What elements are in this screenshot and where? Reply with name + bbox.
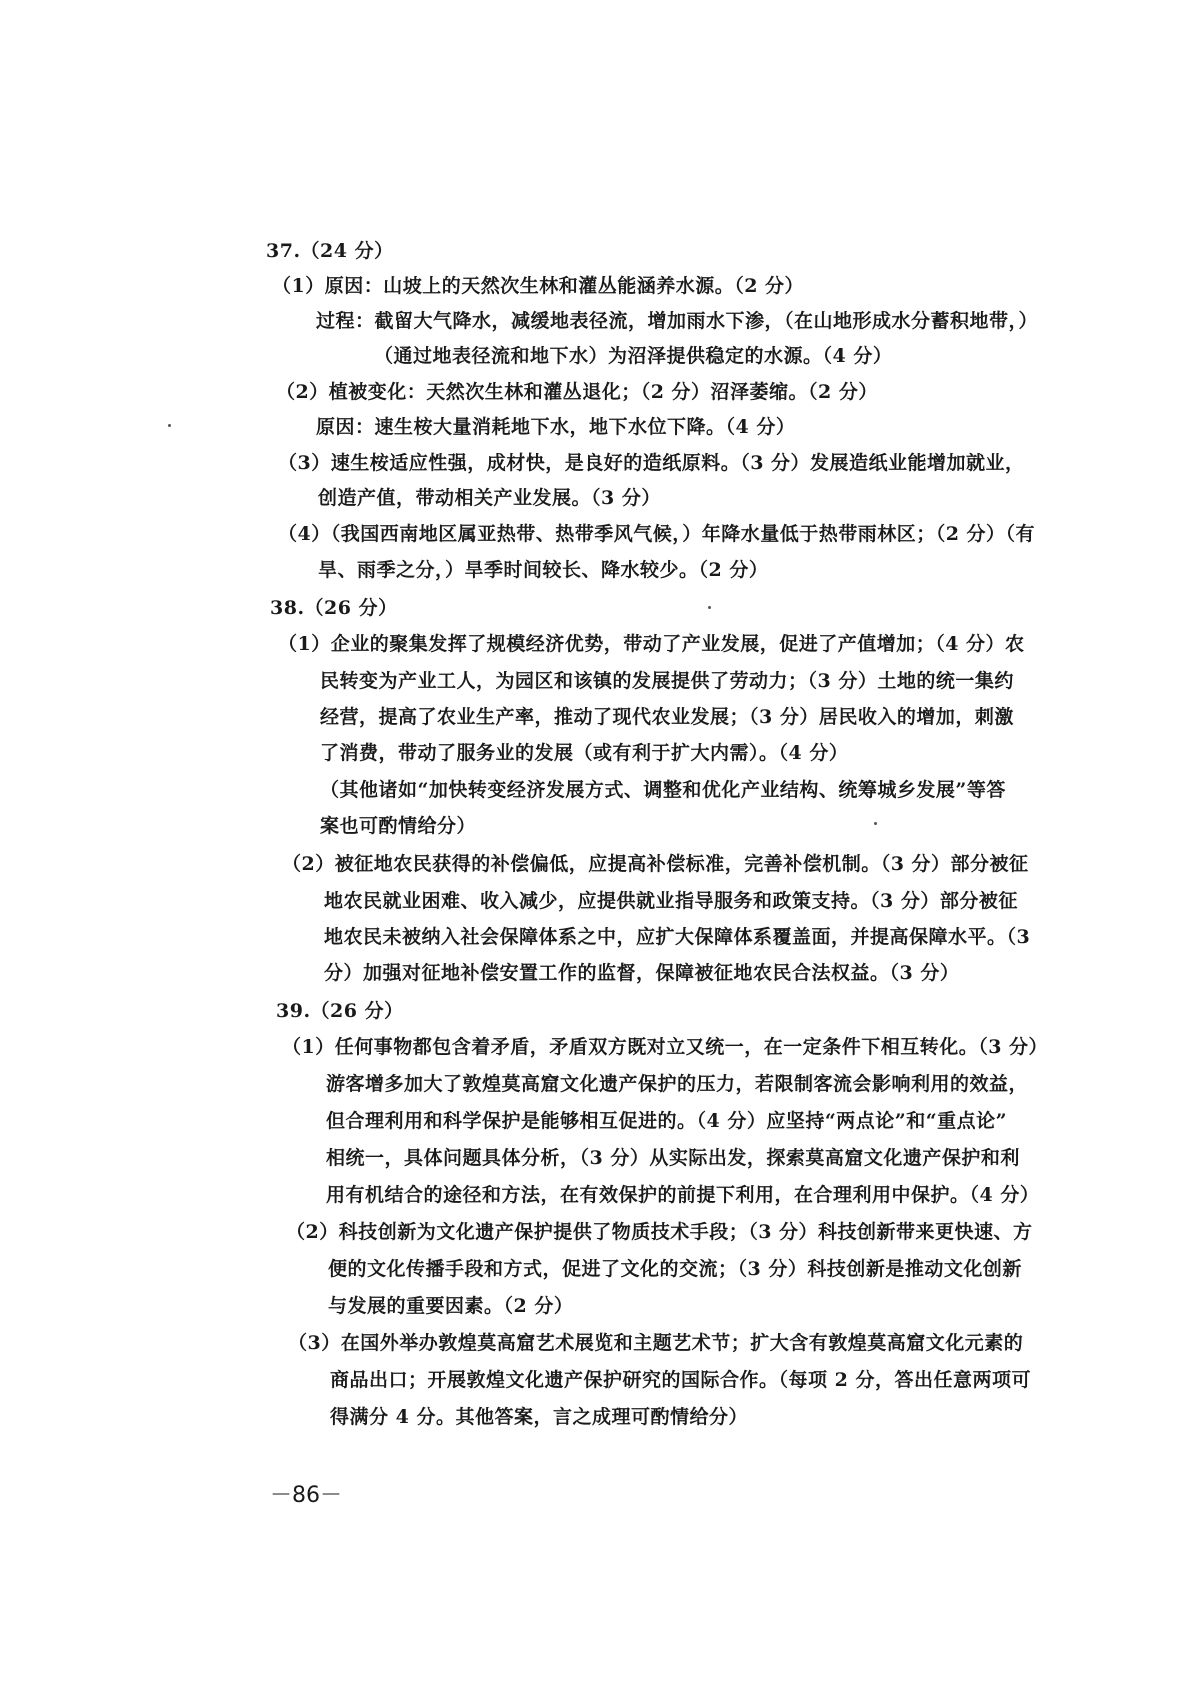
q37-part1-line1: （1）原因：山坡上的天然次生林和灌丛能涵养水源。（2 分） <box>272 275 805 297</box>
q37-part2-line1: （2）植被变化：天然次生林和灌丛退化；（2 分）沼泽萎缩。（2 分） <box>276 381 878 403</box>
q38-part1-line3: 经营，提高了农业生产率，推动了现代农业发展；（3 分）居民收入的增加，刺激 <box>320 706 1014 728</box>
q39-part3-line1: （3）在国外举办敦煌莫高窟艺术展览和主题艺术节；扩大含有敦煌莫高窟文化元素的 <box>288 1332 1024 1354</box>
q37-part1-line3: （通过地表径流和地下水）为沼泽提供稳定的水源。（4 分） <box>374 345 893 367</box>
q37-part1-line2: 过程：截留大气降水，减缓地表径流，增加雨水下渗，（在山地形成水分蓄积地带，） <box>316 310 1039 332</box>
q38-part2-line3: 地农民未被纳入社会保障体系之中，应扩大保障体系覆盖面，并提高保障水平。（3 <box>324 926 1031 948</box>
q39-part2-line1: （2）科技创新为文化遗产保护提供了物质技术手段；（3 分）科技创新带来更快速、方 <box>286 1221 1033 1243</box>
q37-part3-line2: 创造产值，带动相关产业发展。（3 分） <box>318 487 661 509</box>
q37-part2-line2: 原因：速生桉大量消耗地下水，地下水位下降。（4 分） <box>316 416 796 438</box>
q37-header: 37.（24 分） <box>266 240 394 262</box>
q39-part2-line3: 与发展的重要因素。（2 分） <box>328 1295 574 1317</box>
q38-part1-line4: 了消费，带动了服务业的发展（或有利于扩大内需）。（4 分） <box>320 742 849 764</box>
q39-part1-line5: 用有机结合的途径和方法，在有效保护的前提下利用，在合理利用中保护。（4 分） <box>326 1184 1040 1206</box>
q37-part4-line1: （4）（我国西南地区属亚热带、热带季风气候，）年降水量低于热带雨林区；（2 分）（有 <box>278 523 1036 545</box>
page-number: －86－ <box>270 1483 342 1508</box>
q38-part2-line2: 地农民就业困难、收入减少，应提供就业指导服务和政策支持。（3 分）部分被征 <box>324 890 1018 912</box>
q38-part1-line2: 民转变为产业工人，为园区和该镇的发展提供了劳动力；（3 分）土地的统一集约 <box>320 670 1014 692</box>
q37-part4-line2: 旱、雨季之分，）旱季时间较长、降水较少。（2 分） <box>318 559 769 581</box>
scan-speck <box>168 424 171 427</box>
q39-part1-line2: 游客增多加大了敦煌莫高窟文化遗产保护的压力，若限制客流会影响利用的效益， <box>326 1073 1029 1095</box>
q38-part2-line4: 分）加强对征地补偿安置工作的监督，保障被征地农民合法权益。（3 分） <box>324 962 960 984</box>
q37-part3-line1: （3）速生桉适应性强，成材快，是良好的造纸原料。（3 分）发展造纸业能增加就业， <box>278 452 1025 474</box>
q38-header: 38.（26 分） <box>270 597 398 619</box>
scan-speck <box>708 606 711 609</box>
q39-part1-line4: 相统一，具体问题具体分析，（3 分）从实际出发，探索莫高窟文化遗产保护和利 <box>326 1147 1020 1169</box>
q39-part3-line2: 商品出口；开展敦煌文化遗产保护研究的国际合作。（每项 2 分，答出任意两项可 <box>330 1369 1031 1391</box>
q39-header: 39.（26 分） <box>276 1000 404 1022</box>
q38-part1-line6: 案也可酌情给分） <box>320 815 477 837</box>
q38-part1-line5: （其他诸如“加快转变经济发展方式、调整和优化产业结构、统筹城乡发展”等答 <box>320 779 1006 801</box>
q38-part1-line1: （1）企业的聚集发挥了规模经济优势，带动了产业发展，促进了产值增加；（4 分）农 <box>278 633 1025 655</box>
q39-part2-line2: 便的文化传播手段和方式，促进了文化的交流；（3 分）科技创新是推动文化创新 <box>328 1258 1022 1280</box>
q39-part3-line3: 得满分 4 分。其他答案，言之成理可酌情给分） <box>330 1406 748 1428</box>
q38-part2-line1: （2）被征地农民获得的补偿偏低，应提高补偿标准，完善补偿机制。（3 分）部分被征 <box>282 853 1029 875</box>
scan-speck <box>874 822 877 825</box>
q39-part1-line1: （1）任何事物都包含着矛盾，矛盾双方既对立又统一，在一定条件下相互转化。（3 分） <box>282 1036 1049 1058</box>
q39-part1-line3: 但合理利用和科学保护是能够相互促进的。（4 分）应坚持“两点论”和“重点论” <box>326 1110 1008 1132</box>
